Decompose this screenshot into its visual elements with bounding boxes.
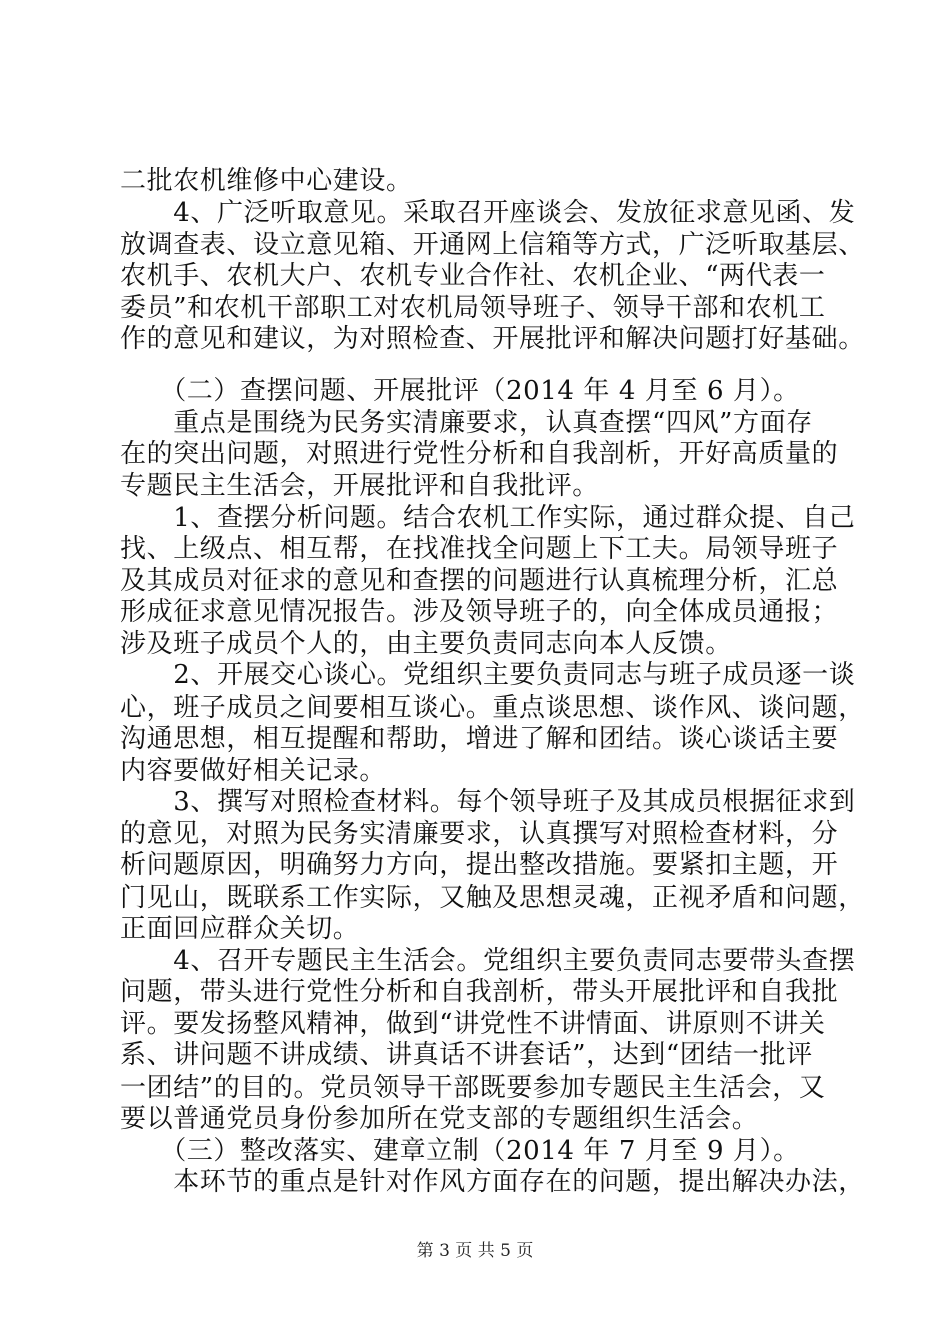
section-heading: （二）查摆问题、开展批评（2014 年 4 月至 6 月）。 — [120, 376, 800, 406]
body-text-line: 沟通思想，相互提醒和帮助，增进了解和团结。谈心谈话主要 — [120, 724, 839, 754]
body-text-line: 内容要做好相关记录。 — [120, 756, 387, 786]
body-text-line: 问题，带头进行党性分析和自我剖析，带头开展批评和自我批 — [120, 977, 839, 1007]
body-text-line: 系、讲问题不讲成绩、讲真话不讲套话”，达到“团结一批评 — [120, 1040, 813, 1070]
body-text-line: 一团结”的目的。党员领导干部既要参加专题民主生活会，又 — [120, 1073, 826, 1103]
body-text-line: 门见山，既联系工作实际，又触及思想灵魂，正视矛盾和问题， — [120, 883, 865, 913]
body-text-line: 要以普通党员身份参加所在党支部的专题组织生活会。 — [120, 1104, 759, 1134]
body-text-line: 重点是围绕为民务实清廉要求，认真查摆“四风”方面存 — [120, 408, 813, 438]
body-text-line: 在的突出问题，对照进行党性分析和自我剖析，开好高质量的 — [120, 439, 839, 469]
body-text-line: 涉及班子成员个人的，由主要负责同志向本人反馈。 — [120, 629, 732, 659]
body-text-line: 析问题原因，明确努力方向，提出整改措施。要紧扣主题，开 — [120, 850, 839, 880]
body-text-line: 本环节的重点是针对作风方面存在的问题，提出解决办法， — [120, 1167, 865, 1197]
body-text-line: 委员”和农机干部职工对农机局领导班子、领导干部和农机工 — [120, 293, 826, 323]
body-text-line: 3、撰写对照检查材料。每个领导班子及其成员根据征求到 — [120, 787, 856, 817]
body-text-line: 放调查表、设立意见箱、开通网上信箱等方式，广泛听取基层、 — [120, 230, 865, 260]
body-text-line: 找、上级点、相互帮，在找准找全问题上下工夫。局领导班子 — [120, 534, 839, 564]
section-heading: （三）整改落实、建章立制（2014 年 7 月至 9 月）。 — [120, 1136, 800, 1166]
body-text-line: 4、召开专题民主生活会。党组织主要负责同志要带头查摆 — [120, 946, 856, 976]
body-text-line: 作的意见和建议，为对照检查、开展批评和解决问题打好基础。 — [120, 324, 865, 354]
body-text-line: 2、开展交心谈心。党组织主要负责同志与班子成员逐一谈 — [120, 660, 856, 690]
body-text-line: 及其成员对征求的意见和查摆的问题进行认真梳理分析，汇总 — [120, 566, 839, 596]
body-text-line: 正面回应群众关切。 — [120, 914, 360, 944]
body-text-line: 二批农机维修中心建设。 — [120, 166, 413, 196]
body-text-line: 1、查摆分析问题。结合农机工作实际，通过群众提、自己 — [120, 503, 856, 533]
page-footer: 第 3 页 共 5 页 — [416, 1241, 534, 1261]
body-text-line: 形成征求意见情况报告。涉及领导班子的，向全体成员通报； — [120, 597, 839, 627]
body-text-line: 专题民主生活会，开展批评和自我批评。 — [120, 471, 599, 501]
body-text-line: 的意见，对照为民务实清廉要求，认真撰写对照检查材料，分 — [120, 819, 839, 849]
body-text-line: 心，班子成员之间要相互谈心。重点谈思想、谈作风、谈问题， — [120, 693, 865, 723]
body-text-line: 4、广泛听取意见。采取召开座谈会、发放征求意见函、发 — [120, 198, 856, 228]
body-text-line: 农机手、农机大户、农机专业合作社、农机企业、“两代表一 — [120, 261, 826, 291]
body-text-line: 评。要发扬整风精神，做到“讲党性不讲情面、讲原则不讲关 — [120, 1009, 826, 1039]
